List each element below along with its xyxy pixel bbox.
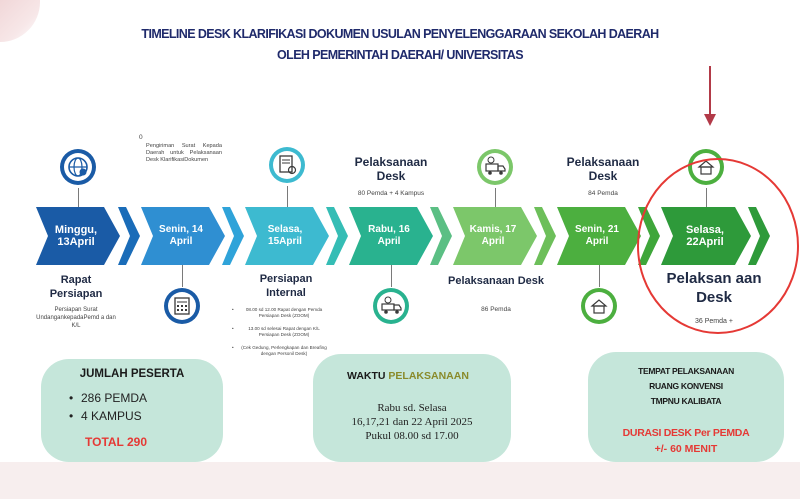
note-senin-21-title: Pelaksanaan Desk bbox=[566, 155, 640, 183]
step-day: Rabu, 16 bbox=[368, 224, 410, 235]
footer-band bbox=[0, 462, 800, 499]
annotation-arrow bbox=[700, 66, 720, 128]
durasi-line1: DURASI DESK Per PEMDA bbox=[622, 427, 750, 439]
note-selasa-22-sub: 36 Pemda + bbox=[695, 318, 733, 325]
house-document-icon bbox=[580, 287, 618, 325]
tempat-title2: RUANG KONVENSI bbox=[649, 381, 723, 391]
tempat-title3: TMPNU KALIBATA bbox=[650, 396, 722, 406]
small-chevron bbox=[326, 207, 348, 265]
small-chevron bbox=[222, 207, 244, 265]
note-item: (Cek Gedung, Perlengkapan dan Breafing dengan Personil Desk) bbox=[241, 345, 327, 356]
delivery-truck-icon bbox=[476, 148, 514, 186]
step-day: Kamis, 17 bbox=[469, 224, 517, 235]
step-date: April bbox=[377, 236, 401, 247]
connector bbox=[495, 188, 496, 207]
peserta-total: TOTAL 290 bbox=[85, 435, 148, 449]
note-senin-21-sub: 84 Pemda bbox=[588, 190, 618, 197]
waktu-line2: 16,17,21 dan 22 April 2025 bbox=[351, 416, 473, 428]
step-date: April bbox=[169, 236, 193, 247]
note-item: 13.00 sd selesai Rapat dengan K/L Persiapan Desk (ZOOM) bbox=[248, 326, 320, 337]
small-chevron bbox=[534, 207, 556, 265]
connector bbox=[599, 265, 600, 287]
tempat-box bbox=[588, 352, 784, 462]
waktu-title-b: PELAKSANAAN bbox=[388, 370, 469, 382]
connector bbox=[182, 265, 183, 287]
annotation-circle bbox=[636, 156, 800, 336]
tempat-title1: TEMPAT PELAKSANAAN bbox=[638, 366, 734, 376]
connector bbox=[78, 188, 79, 207]
durasi-line2: +/- 60 MENIT bbox=[654, 443, 718, 455]
waktu-line1: Rabu sd. Selasa bbox=[377, 402, 447, 414]
waktu-title-a: WAKTU bbox=[347, 370, 389, 382]
step-day: Selasa, bbox=[686, 224, 724, 236]
note-minggu-sub: Persiapan Surat UndangankepadaPemd a dan K/L bbox=[36, 307, 116, 329]
waktu-line3: Pukul 08.00 sd 17.00 bbox=[365, 430, 459, 442]
note-selasa-22-title: Pelaksan aan Desk bbox=[666, 270, 762, 306]
step-date: April bbox=[585, 236, 609, 247]
note-kamis-title: Pelaksanaan Desk bbox=[448, 275, 545, 287]
page-title-line1: TIMELINE DESK KLARIFIKASI DOKUMEN USULAN PENYELENGGARAAN SEKOLAH DAERAH bbox=[141, 27, 659, 41]
small-chevron bbox=[430, 207, 452, 265]
calculator-icon bbox=[163, 287, 201, 325]
step-day: Senin, 14 bbox=[159, 224, 203, 235]
step-date: 15April bbox=[268, 236, 302, 247]
step-day: Selasa, bbox=[267, 224, 303, 235]
peserta-item: 286 PEMDA bbox=[81, 391, 148, 405]
note-minggu-title: Rapat Persiapan bbox=[49, 274, 103, 300]
note-kamis-sub: 86 Pemda bbox=[481, 306, 511, 313]
step-date: April bbox=[481, 236, 505, 247]
document-settings-icon bbox=[268, 146, 306, 184]
note-item: 08.00 sd 12.00 Rapat dengan Pemda Persiapan Desk (ZOOM) bbox=[245, 307, 323, 318]
step-date: 13April bbox=[57, 236, 95, 248]
note-rabu-title: Pelaksanaan Desk bbox=[354, 155, 428, 183]
note-selasa-15-title: Persiapan Internal bbox=[259, 273, 313, 299]
step-day: Minggu, bbox=[54, 224, 98, 236]
peserta-title: JUMLAH PESERTA bbox=[79, 368, 185, 380]
connector bbox=[287, 186, 288, 207]
step-date: 22April bbox=[686, 236, 724, 248]
waktu-box bbox=[313, 354, 511, 462]
connector bbox=[391, 265, 392, 287]
truck-icon bbox=[372, 287, 410, 325]
note-senin-14: Pengiriman Surat Kepada Daerah untuk Pelaksanaan Desk KlarifikasiDokumen bbox=[146, 143, 222, 163]
small-chevron bbox=[118, 207, 140, 265]
page-title-line2: OLEH PEMERINTAH DAERAH/ UNIVERSITAS bbox=[277, 48, 523, 62]
note-marker: 0 bbox=[139, 134, 143, 141]
note-rabu-sub: 80 Pemda + 4 Kampus bbox=[357, 190, 425, 197]
peserta-box: JUMLAH PESERTA • 286 PEMDA • 4 KAMPUS TOTAL 290 bbox=[41, 359, 223, 462]
globe-icon bbox=[59, 148, 97, 186]
peserta-item: 4 KAMPUS bbox=[81, 409, 142, 423]
step-day: Senin, 21 bbox=[575, 224, 619, 235]
